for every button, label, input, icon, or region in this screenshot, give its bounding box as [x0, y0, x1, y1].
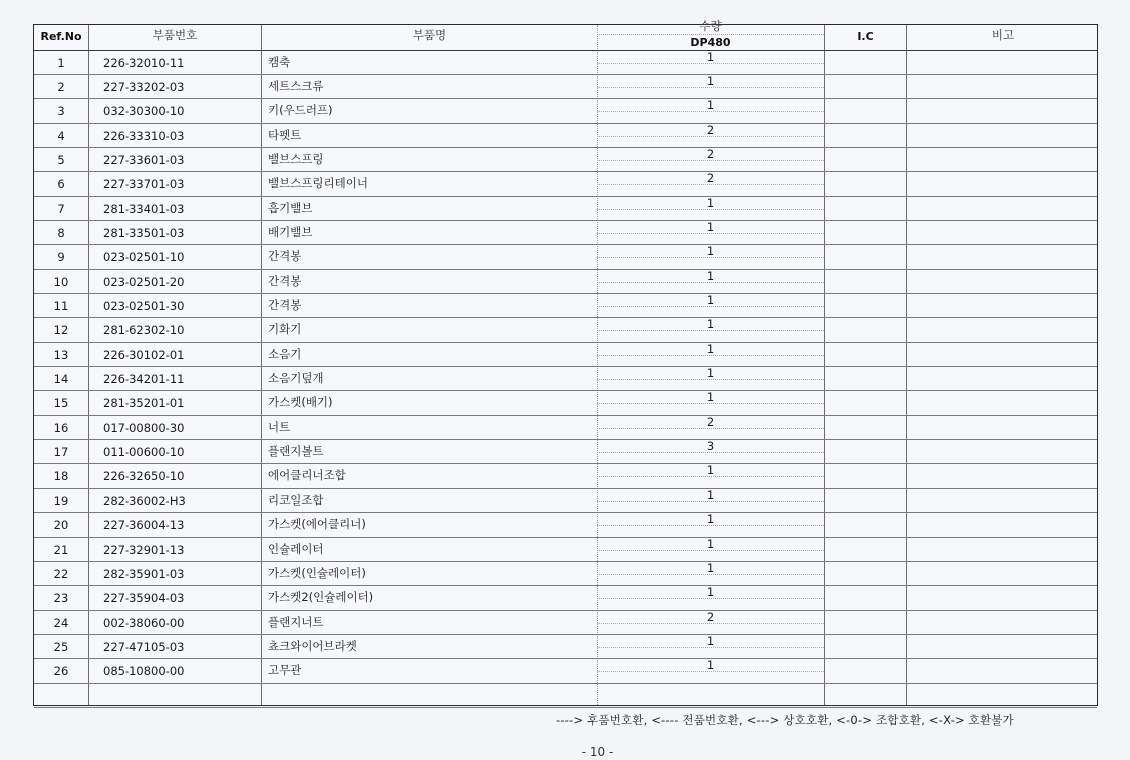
row-divider: [34, 658, 1097, 659]
row-part-number: 023-02501-20: [103, 274, 185, 289]
quantity-divider: [597, 282, 824, 283]
quantity-divider: [597, 574, 824, 575]
header-quantity: 수량: [699, 19, 722, 33]
row-part-name: 타펫트: [268, 127, 302, 142]
row-quantity: 1: [706, 98, 715, 113]
quantity-divider: [597, 452, 824, 453]
row-quantity: 1: [706, 244, 715, 259]
row-divider: [34, 317, 1097, 318]
row-part-number: 032-30300-10: [103, 104, 185, 119]
row-part-number: 227-47105-03: [103, 639, 185, 654]
row-part-name: 세트스크류: [268, 78, 324, 93]
row-divider: [34, 366, 1097, 367]
quantity-divider: [597, 233, 824, 234]
row-divider: [34, 707, 1097, 708]
row-ref-no: 8: [57, 225, 65, 240]
row-divider: [34, 610, 1097, 611]
row-ref-no: 2: [57, 79, 65, 94]
row-divider: [34, 561, 1097, 562]
row-ref-no: 21: [53, 542, 69, 557]
row-quantity: 1: [706, 73, 715, 88]
row-quantity: 2: [706, 146, 715, 161]
row-quantity: 1: [706, 463, 715, 478]
row-divider: [34, 634, 1097, 635]
row-part-name: 고무관: [268, 663, 302, 678]
page-number: - 10 -: [581, 745, 614, 759]
row-quantity: 2: [706, 609, 715, 624]
row-part-name: 밸브스프링리테이너: [268, 176, 368, 191]
quantity-divider: [597, 623, 824, 624]
quantity-divider: [597, 257, 824, 258]
row-quantity: 1: [706, 219, 715, 234]
quantity-divider: [597, 355, 824, 356]
row-divider: [34, 147, 1097, 148]
row-divider: [34, 171, 1097, 172]
row-quantity: 1: [706, 512, 715, 527]
quantity-divider: [597, 525, 824, 526]
quantity-divider: [597, 501, 824, 502]
row-part-number: 227-33202-03: [103, 79, 185, 94]
quantity-divider: [597, 136, 824, 137]
header-ref-no: Ref.No: [40, 30, 82, 43]
row-ref-no: 11: [53, 299, 69, 313]
row-divider: [34, 463, 1097, 464]
row-divider: [34, 415, 1097, 416]
row-part-number: 227-32901-13: [103, 542, 185, 557]
row-ref-no: 26: [53, 664, 69, 679]
row-divider: [34, 585, 1097, 586]
row-part-number: 281-35201-01: [103, 396, 185, 411]
row-part-name: 가스켓(인슐레이터): [268, 565, 366, 580]
row-part-number: 227-33701-03: [103, 177, 185, 192]
row-part-name: 소음기: [268, 346, 302, 361]
quantity-divider: [597, 63, 824, 64]
row-quantity: 3: [706, 439, 715, 454]
row-part-name: 흡기밸브: [268, 200, 313, 215]
col-divider: [824, 25, 825, 705]
row-part-name: 간격봉: [268, 273, 302, 288]
row-ref-no: 16: [53, 420, 69, 435]
row-part-name: 리코일조합: [268, 492, 324, 507]
quantity-divider: [597, 184, 824, 185]
row-part-name: 밸브스프링: [268, 151, 324, 166]
row-part-name: 인슐레이터: [268, 541, 324, 556]
quantity-divider: [597, 209, 824, 210]
row-part-number: 282-35901-03: [103, 566, 185, 581]
row-part-name: 간격봉: [268, 249, 302, 264]
row-ref-no: 18: [53, 469, 69, 484]
row-divider: [34, 98, 1097, 99]
row-ref-no: 14: [53, 372, 69, 387]
quantity-divider: [597, 550, 824, 551]
row-part-name: 키(우드러프): [268, 103, 333, 118]
row-divider: [34, 488, 1097, 489]
header-ic: I.C: [857, 30, 874, 43]
quantity-divider: [597, 160, 824, 161]
row-quantity: 1: [706, 585, 715, 600]
row-ref-no: 24: [53, 615, 69, 630]
row-part-number: 281-62302-10: [103, 323, 185, 338]
row-part-name: 소음기덮개: [268, 371, 324, 386]
header-quantity-divider: [597, 34, 824, 35]
parts-list-table: [33, 19, 1098, 706]
row-part-number: 227-36004-13: [103, 518, 185, 533]
row-ref-no: 7: [57, 201, 65, 216]
row-ref-no: 15: [53, 396, 69, 411]
row-divider: [34, 439, 1097, 440]
quantity-divider: [597, 647, 824, 648]
row-divider: [34, 244, 1097, 245]
quantity-divider: [597, 330, 824, 331]
row-ref-no: 1: [57, 55, 65, 70]
row-ref-no: 19: [53, 493, 69, 508]
row-part-number: 282-36002-H3: [103, 493, 186, 508]
row-part-number: 226-32010-11: [103, 55, 185, 70]
row-divider: [34, 342, 1097, 343]
quantity-divider: [597, 403, 824, 404]
row-divider: [34, 293, 1097, 294]
row-part-number: 227-33601-03: [103, 152, 185, 167]
row-ref-no: 13: [53, 347, 69, 362]
row-quantity: 1: [706, 268, 715, 283]
quantity-divider: [597, 306, 824, 307]
header-model-dp480: DP480: [690, 36, 731, 49]
quantity-divider: [597, 476, 824, 477]
row-part-number: 017-00800-30: [103, 420, 185, 435]
row-part-number: 011-00600-10: [103, 445, 185, 460]
row-part-name: 기화기: [268, 322, 302, 337]
row-divider: [34, 123, 1097, 124]
row-part-number: 227-35904-03: [103, 591, 185, 606]
row-quantity: 1: [706, 49, 715, 64]
row-ref-no: 4: [57, 128, 65, 143]
compatibility-legend: ----> 후품번호환, <---- 전품번호환, <---> 상호호환, <-0-> 조합호환, <-X-> 호환불가: [556, 713, 1014, 727]
row-quantity: 1: [706, 195, 715, 210]
row-part-number: 226-33310-03: [103, 128, 185, 143]
row-divider: [34, 683, 1097, 684]
row-part-name: 캠축: [268, 54, 291, 69]
row-quantity: 1: [706, 658, 715, 673]
row-divider: [34, 537, 1097, 538]
row-quantity: 2: [706, 171, 715, 186]
row-divider: [34, 269, 1097, 270]
row-ref-no: 3: [57, 104, 65, 119]
row-part-name: 간격봉: [268, 298, 302, 312]
header-remark: 비고: [991, 28, 1015, 42]
row-divider: [34, 196, 1097, 197]
row-part-name: 가스켓2(인슐레이터): [268, 590, 374, 605]
row-quantity: 1: [706, 560, 715, 575]
row-quantity: 1: [706, 341, 715, 356]
row-part-name: 가스켓(배기): [268, 395, 333, 410]
row-part-number: 023-02501-30: [103, 299, 185, 313]
row-part-number: 085-10800-00: [103, 664, 185, 679]
row-part-name: 배기밸브: [268, 224, 313, 239]
row-quantity: 1: [706, 633, 715, 648]
row-quantity: 1: [706, 536, 715, 551]
quantity-divider: [597, 87, 824, 88]
row-part-name: 에어클리너조합: [268, 468, 346, 483]
row-ref-no: 10: [53, 274, 69, 289]
row-ref-no: 23: [53, 591, 69, 606]
quantity-divider: [597, 671, 824, 672]
row-ref-no: 6: [57, 177, 65, 192]
header-part-number: 부품번호: [152, 28, 198, 42]
row-part-number: 226-30102-01: [103, 347, 185, 362]
row-part-name: 플랜지너트: [268, 614, 324, 629]
row-part-name: 가스켓(에어클리너): [268, 517, 366, 532]
row-quantity: 2: [706, 414, 715, 429]
row-divider: [34, 220, 1097, 221]
row-ref-no: 22: [53, 566, 69, 581]
row-ref-no: 17: [53, 445, 69, 460]
row-part-number: 226-32650-10: [103, 469, 185, 484]
row-quantity: 1: [706, 366, 715, 381]
row-ref-no: 5: [57, 152, 65, 167]
row-divider: [34, 74, 1097, 75]
row-part-number: 002-38060-00: [103, 615, 185, 630]
row-quantity: 1: [706, 293, 715, 307]
row-part-number: 226-34201-11: [103, 372, 185, 387]
row-quantity: 1: [706, 390, 715, 405]
quantity-divider: [597, 111, 824, 112]
header-part-name: 부품명: [412, 28, 447, 42]
quantity-divider: [597, 428, 824, 429]
row-ref-no: 25: [53, 639, 69, 654]
quantity-divider: [597, 379, 824, 380]
row-ref-no: 20: [53, 518, 69, 533]
row-ref-no: 9: [57, 250, 65, 265]
row-part-name: 쵸크와이어브라켓: [268, 638, 357, 653]
row-divider: [34, 512, 1097, 513]
row-part-number: 281-33401-03: [103, 201, 185, 216]
row-divider: [34, 390, 1097, 391]
row-ref-no: 12: [53, 323, 69, 338]
row-quantity: 1: [706, 317, 715, 332]
row-quantity: 2: [706, 122, 715, 137]
quantity-divider: [597, 598, 824, 599]
row-part-number: 023-02501-10: [103, 250, 185, 265]
row-part-name: 너트: [268, 419, 291, 434]
row-quantity: 1: [706, 487, 715, 502]
col-divider: [88, 25, 89, 705]
row-part-number: 281-33501-03: [103, 225, 185, 240]
header-divider: [34, 50, 1097, 51]
col-divider: [906, 25, 907, 705]
row-part-name: 플랜지볼트: [268, 444, 324, 459]
